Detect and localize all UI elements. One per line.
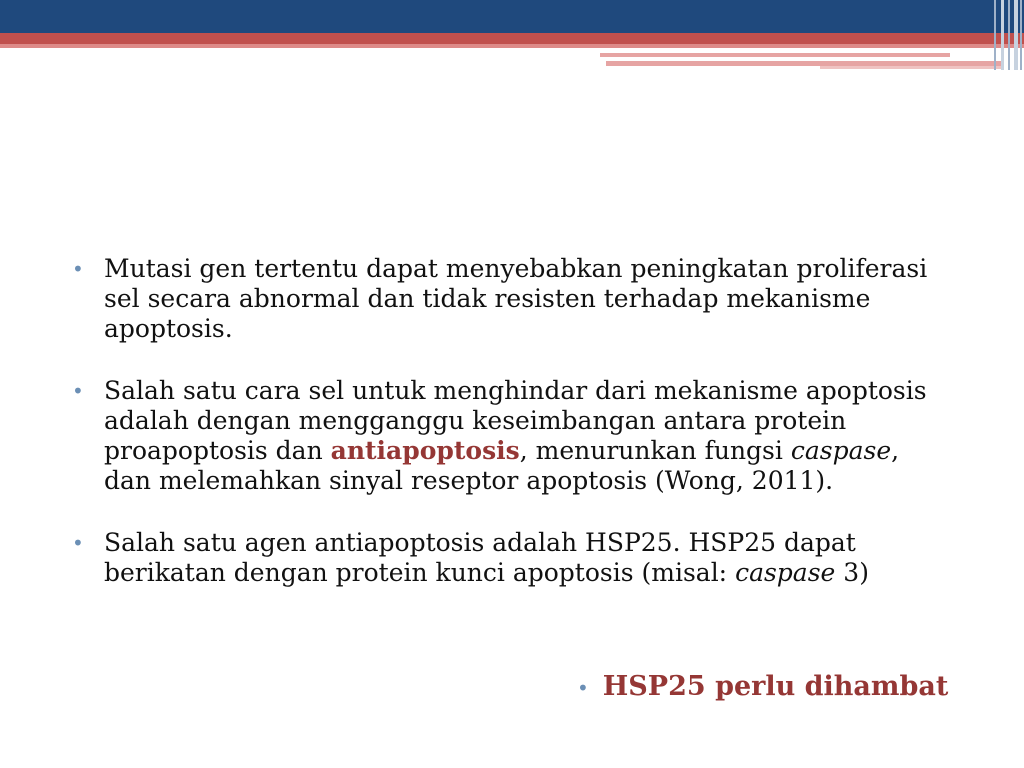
bullet-item (72, 376, 952, 496)
bullet-icon: • (72, 379, 84, 403)
highlight-term: antiapoptosis (330, 436, 520, 465)
header-band-blue (0, 0, 1024, 33)
bullet-icon: • (72, 257, 84, 281)
header-accent-bar (820, 66, 1004, 69)
bullet-text: Salah satu agen antiapoptosis adalah HSP25. HSP25 dapat berikatan dengan protein kunci apoptosis (misal: (104, 528, 856, 587)
bullet-item (72, 254, 952, 344)
bullet-icon: • (72, 531, 84, 555)
conclusion-bullet (577, 670, 948, 705)
header-band-pink (0, 44, 1024, 48)
header-vertical-line (994, 0, 996, 70)
bullet-text: , dan melemahkan sinyal reseptor apoptosis (Wong, 2011). (104, 436, 900, 495)
bullet-text: , menurunkan fungsi (519, 436, 791, 465)
header-vertical-line (1014, 0, 1018, 70)
bullet-text: Salah satu cara sel untuk menghindar dari mekanisme apoptosis adalah dengan mengganggu keseimbangan antara protein proapoptosis dan (104, 376, 927, 465)
header-vertical-line (1020, 0, 1022, 70)
header-vertical-line (1001, 0, 1004, 70)
bullet-text: 3) (835, 558, 869, 587)
bullet-item (72, 528, 952, 588)
italic-term: caspase (790, 436, 892, 465)
header-accent-bar (600, 53, 950, 57)
conclusion-text: HSP25 perlu dihambat (602, 671, 949, 702)
italic-term: caspase (735, 558, 836, 587)
header-vertical-line (1008, 0, 1010, 70)
bullet-text: Mutasi gen tertentu dapat menyebabkan peningkatan proliferasi sel secara abnormal dan tidak resisten terhadap mekanisme apoptosis. (104, 254, 928, 343)
bullet-icon: • (577, 676, 589, 700)
slide-body (72, 254, 952, 620)
